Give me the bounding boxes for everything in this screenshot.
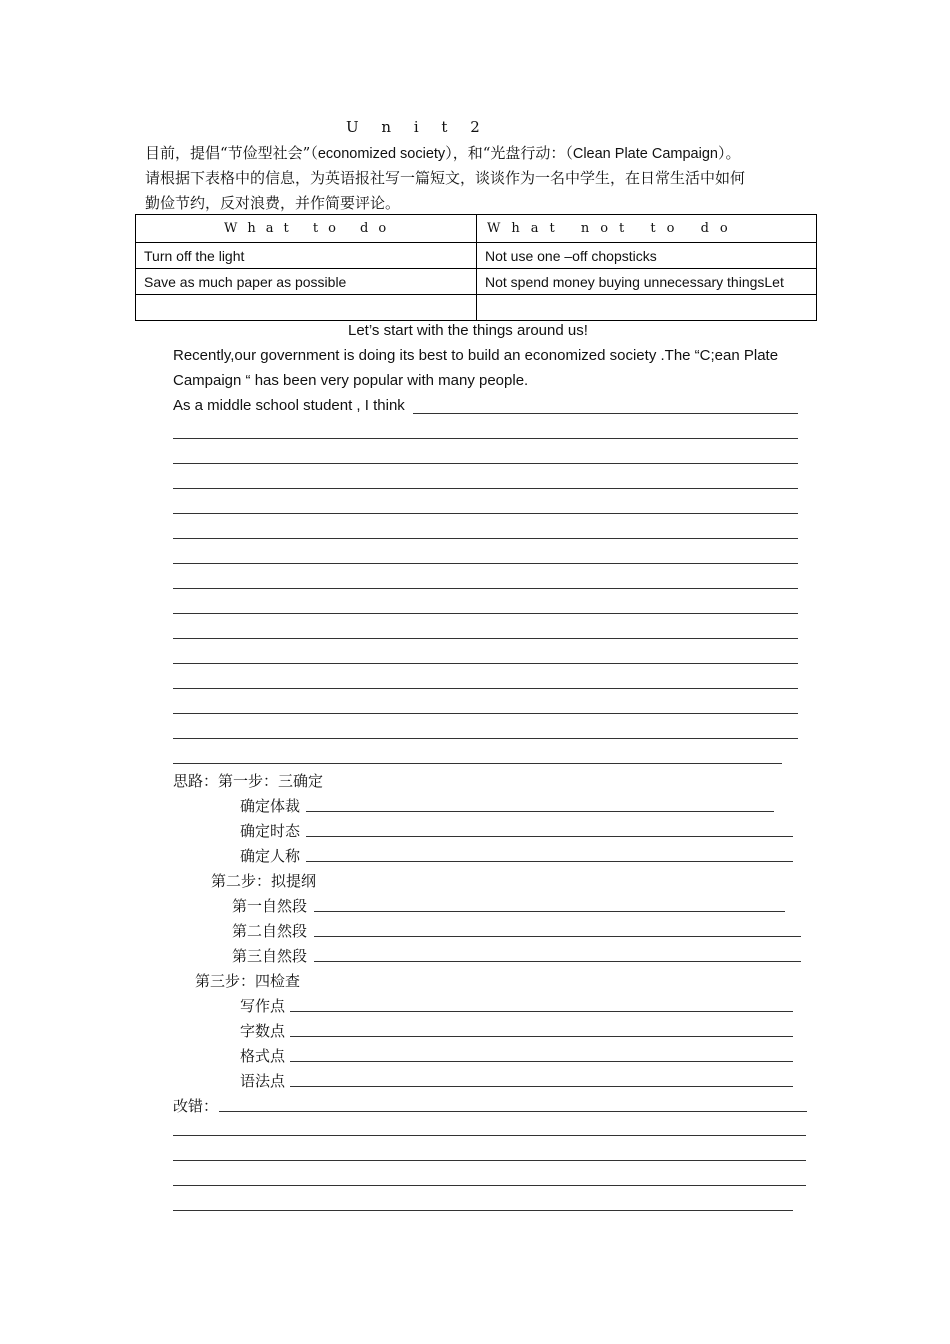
answer-line[interactable]: [219, 1111, 807, 1112]
table-cell: Save as much paper as possible: [136, 269, 477, 295]
passage-heading: Let’s start with the things around us!: [348, 322, 588, 339]
table-row: [136, 269, 817, 295]
intro-line-3: 勤俭节约，反对浪费，并作简要评论。: [145, 194, 401, 212]
writing-line[interactable]: [173, 638, 798, 639]
writing-line[interactable]: [173, 688, 798, 689]
step-2-item: 第三自然段: [232, 947, 308, 965]
table-header-row: [136, 215, 817, 243]
writing-line[interactable]: [173, 763, 782, 764]
answer-line[interactable]: [290, 1086, 793, 1087]
table-cell: Turn off the light: [136, 243, 477, 269]
step-1-label: 思路：第一步：三确定: [173, 772, 324, 790]
correction-label: 改错：: [173, 1097, 219, 1115]
answer-line[interactable]: [314, 961, 801, 962]
answer-line[interactable]: [306, 836, 793, 837]
unit-title: U n i t 2: [346, 118, 489, 136]
step-3-item: 写作点: [240, 997, 286, 1015]
intro-term: Clean Plate Campaign: [572, 146, 718, 162]
writing-line[interactable]: [173, 463, 798, 464]
step-3-item: 格式点: [240, 1047, 286, 1065]
step-2-item: 第一自然段: [232, 897, 308, 915]
answer-line[interactable]: [306, 811, 724, 812]
step-1-item: 确定时态: [240, 822, 301, 840]
passage-line-3: As a middle school student , I think: [173, 397, 405, 414]
answer-line[interactable]: [413, 413, 798, 414]
step-3-item: 语法点: [240, 1072, 286, 1090]
step-3-label: 第三步：四检查: [195, 972, 301, 990]
step-3-item: 字数点: [240, 1022, 286, 1040]
intro-text: ），和“光盘行动：（: [445, 144, 573, 162]
step-1-item: 确定体裁: [240, 797, 301, 815]
intro-line-1: [145, 141, 740, 167]
writing-line[interactable]: [173, 488, 798, 489]
writing-line[interactable]: [173, 713, 798, 714]
writing-line[interactable]: [173, 613, 798, 614]
table-cell: [477, 295, 817, 321]
answer-line[interactable]: [173, 1160, 806, 1161]
step-2-item: 第二自然段: [232, 922, 308, 940]
passage-line-1: Recently,our government is doing its best to build an economized society .The “C;ean Plate: [173, 347, 779, 364]
header-what-to-do: What to do: [136, 215, 477, 243]
writing-line[interactable]: [173, 438, 798, 439]
step-1-item: 确定人称: [240, 847, 301, 865]
answer-line[interactable]: [173, 1185, 806, 1186]
writing-line[interactable]: [173, 738, 798, 739]
info-table: [135, 214, 817, 321]
table-cell: Not use one –off chopsticks: [477, 243, 817, 269]
answer-line[interactable]: [314, 911, 785, 912]
answer-line[interactable]: [290, 1036, 793, 1037]
table-cell: [136, 295, 477, 321]
writing-line[interactable]: [173, 563, 798, 564]
header-what-not-to-do: What not to do: [477, 215, 817, 243]
answer-line[interactable]: [290, 1061, 793, 1062]
step-2-label: 第二步：拟提纲: [211, 872, 317, 890]
intro-term: economized society: [317, 146, 446, 162]
intro-text: 目前，提倡“节俭型社会”（: [145, 144, 318, 162]
answer-line[interactable]: [173, 1135, 806, 1136]
answer-line[interactable]: [306, 861, 793, 862]
answer-line[interactable]: [173, 1210, 793, 1211]
table-cell: Not spend money buying unnecessary thingsLet: [477, 269, 817, 295]
intro-line-2: 请根据下表格中的信息，为英语报社写一篇短文，谈谈作为一名中学生，在日常生活中如何: [145, 169, 746, 187]
writing-line[interactable]: [173, 538, 798, 539]
answer-line[interactable]: [290, 1011, 793, 1012]
passage-line-2: Campaign “ has been very popular with many people.: [173, 372, 529, 389]
writing-line[interactable]: [173, 663, 798, 664]
table-row: [136, 295, 817, 321]
table-row: [136, 243, 817, 269]
intro-text: ）。: [717, 144, 741, 162]
answer-line[interactable]: [724, 811, 774, 812]
writing-line[interactable]: [173, 513, 798, 514]
writing-line[interactable]: [173, 588, 798, 589]
answer-line[interactable]: [314, 936, 801, 937]
